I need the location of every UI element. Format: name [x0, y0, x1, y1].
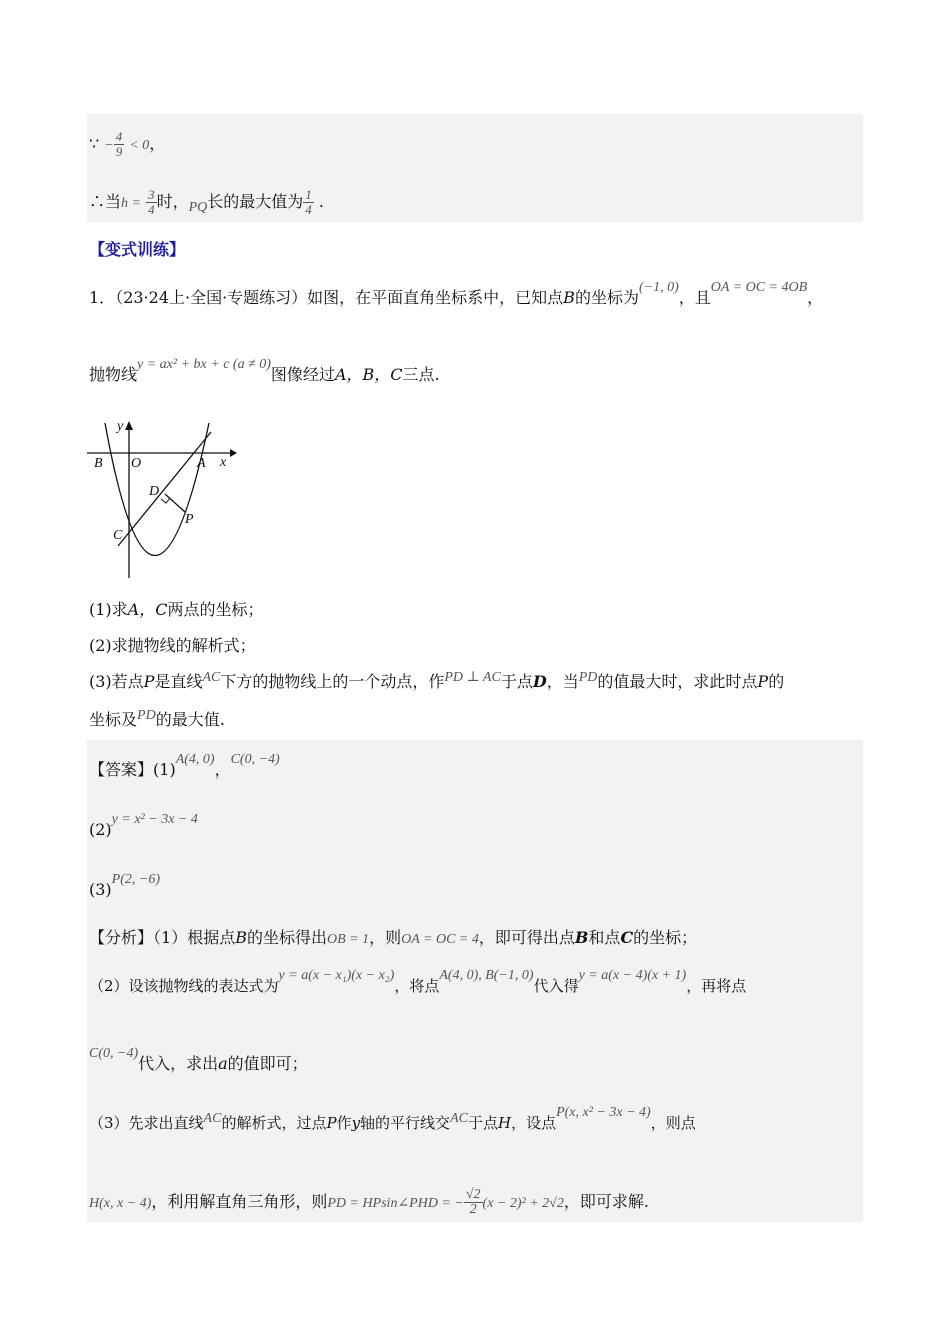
analysis-1: 【分析】（1）根据点B的坐标得出OB = 1，则OA = OC = 4，即可得出点B和点C的坐标；: [89, 928, 698, 947]
label-d: D: [149, 484, 160, 499]
line-ac: [118, 432, 211, 546]
parabola-figure: [85, 418, 245, 588]
answer-3: (3)P(2, −6): [89, 872, 160, 899]
label-c: C: [113, 528, 123, 543]
right-angle-mark: [161, 498, 170, 503]
answer-2: (2)y = x² − 3x − 4: [89, 812, 198, 839]
answer-1: 【答案】(1)A(4, 0)，C(0, −4): [89, 752, 280, 779]
problem-line-1: 1．（23·24上·全国·专题练习）如图，在平面直角坐标系中，已知点B的坐标为(−1, 0)，且OA = OC = 4OB，: [89, 280, 824, 307]
section-title: 【变式训练】: [89, 240, 186, 259]
fraction: $\frac{1}{4}$: [305, 187, 312, 217]
question-3: (3)若点P是直线AC下方的抛物线上的一个动点，作PD ⊥ AC于点D，当PD的值最大时，求此时点P的: [89, 670, 785, 691]
analysis-2: （2）设该抛物线的表达式为y = a(x − x₁)(x − x₂)，将点A(4, 0), B(−1, 0)代入得y = a(x − 4)(x + 1)，再将点: [89, 968, 747, 995]
fraction: $\frac{√2}{2}$: [465, 1187, 481, 1217]
top-line-2: ∴当h = $\frac{3}{4}$ 时，PQ长的最大值为 $\frac{1}{4}$ .: [89, 187, 324, 217]
label-y: y: [117, 419, 124, 434]
x-axis-arrow-icon: [230, 449, 237, 457]
question-2: (2)求抛物线的解析式；: [89, 636, 256, 655]
analysis-2-line-2: C(0, −4)代入，求出a的值即可；: [89, 1046, 308, 1073]
label-a: A: [197, 456, 206, 471]
label-o: O: [131, 456, 142, 471]
fraction: $\frac{3}{4}$: [148, 187, 155, 217]
segment-pd: [165, 494, 185, 512]
analysis-3-line-2: H(x, x − 4)，利用解直角三角形，则PD = HPsin∠PHD = − $\frac{√2}{2}$ (x − 2)² + 2√2，即可求解.: [89, 1187, 649, 1217]
analysis-3: （3）先求出直线AC的解析式，过点P作y轴的平行线交AC于点H，设点P(x, x² − 3x − 4)，则点: [89, 1105, 696, 1132]
y-axis-arrow-icon: [125, 421, 133, 430]
question-1: (1)求A，C两点的坐标；: [89, 600, 264, 619]
top-line-1: ∵ − $\frac{4}{9}$ < 0，: [89, 129, 166, 159]
question-3-line-2: 坐标及PD的最大值.: [89, 708, 225, 729]
fraction: $\frac{4}{9}$: [115, 129, 123, 159]
label-p: P: [185, 512, 194, 527]
label-b: B: [94, 456, 103, 471]
problem-line-2: 抛物线y = ax² + bx + c (a ≠ 0)图像经过A，B，C三点.: [89, 357, 440, 384]
label-x: x: [220, 455, 227, 470]
